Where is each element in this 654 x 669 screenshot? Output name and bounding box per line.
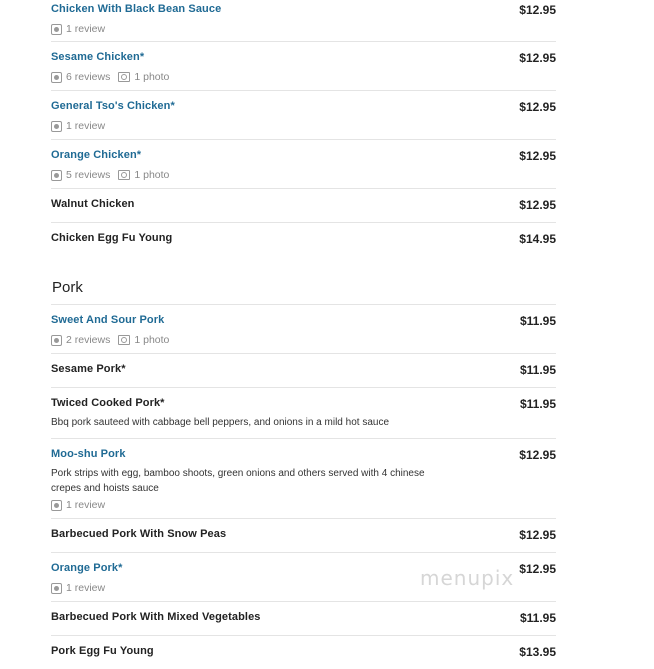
menu-item-name[interactable]: Sesame Chicken* xyxy=(51,51,145,63)
section-pork xyxy=(51,271,556,669)
menu-item-name[interactable]: Chicken With Black Bean Sauce xyxy=(51,3,222,15)
reviews-count: 1 review xyxy=(66,582,106,594)
menu-item-price: $12.95 xyxy=(519,562,556,576)
menu-item-name[interactable]: Orange Pork* xyxy=(51,562,123,574)
menu-item-name: Barbecued Pork With Mixed Vegetables xyxy=(51,611,261,623)
menu-item-meta xyxy=(51,499,556,511)
menu-item-price: $12.95 xyxy=(519,100,556,114)
camera-icon xyxy=(118,72,130,82)
menu-item-meta xyxy=(51,120,556,132)
menu-item xyxy=(51,140,556,189)
menu-item-description: Pork strips with egg, bamboo shoots, green onions and others served with 4 chinese crepes and hoists sauce xyxy=(51,468,425,494)
review-icon xyxy=(51,72,62,83)
menu-item-name: Chicken Egg Fu Young xyxy=(51,232,173,244)
menu-item-price: $12.95 xyxy=(519,3,556,17)
menu-item-price: $11.95 xyxy=(519,611,556,625)
reviews-link[interactable] xyxy=(51,71,110,83)
menu-item-price: $12.95 xyxy=(519,149,556,163)
menu-item xyxy=(51,388,556,439)
menu-item xyxy=(51,439,556,519)
menu-item xyxy=(51,602,556,636)
menu-item-price: $11.95 xyxy=(519,363,556,377)
review-icon xyxy=(51,583,62,594)
menu-item-name: Twiced Cooked Pork* xyxy=(51,397,165,409)
reviews-count: 1 review xyxy=(66,23,106,35)
menu-item-meta xyxy=(51,169,556,181)
menu-item-price: $12.95 xyxy=(519,448,556,462)
review-icon xyxy=(51,121,62,132)
reviews-link[interactable] xyxy=(51,499,105,511)
menu-item-name: Barbecued Pork With Snow Peas xyxy=(51,528,227,540)
menu-item xyxy=(51,91,556,140)
reviews-count: 1 review xyxy=(66,499,106,511)
menu-item xyxy=(51,0,556,42)
menu-item-price: $12.95 xyxy=(519,528,556,542)
reviews-link[interactable] xyxy=(51,23,105,35)
menu-item-name[interactable]: Orange Chicken* xyxy=(51,149,142,161)
menu-item-meta xyxy=(51,71,556,83)
watermark-logo: menupix xyxy=(420,566,515,590)
menu-item-price: $12.95 xyxy=(519,51,556,65)
menu-item-meta xyxy=(51,334,556,346)
menu-item xyxy=(51,519,556,553)
menu-item-name: Walnut Chicken xyxy=(51,198,135,210)
menu-item xyxy=(51,42,556,91)
menu-item xyxy=(51,223,556,271)
reviews-link[interactable] xyxy=(51,334,110,346)
photos-link[interactable] xyxy=(118,169,169,181)
reviews-count: 6 reviews xyxy=(66,71,111,83)
review-icon xyxy=(51,335,62,346)
reviews-link[interactable] xyxy=(51,169,110,181)
section-title: Pork xyxy=(51,271,556,305)
menu-item-price: $14.95 xyxy=(519,232,556,246)
reviews-count: 1 review xyxy=(66,120,106,132)
menu-item-name: Pork Egg Fu Young xyxy=(51,645,154,657)
menu-item-name[interactable]: Sweet And Sour Pork xyxy=(51,314,165,326)
menu-item-name[interactable]: General Tso's Chicken* xyxy=(51,100,175,112)
photos-link[interactable] xyxy=(118,334,169,346)
menu-item-price: $13.95 xyxy=(519,645,556,659)
photos-count: 1 photo xyxy=(134,169,170,181)
menu-item-name[interactable]: Moo-shu Pork xyxy=(51,448,126,460)
camera-icon xyxy=(118,335,130,345)
menu-item xyxy=(51,354,556,388)
reviews-link[interactable] xyxy=(51,120,105,132)
reviews-link[interactable] xyxy=(51,582,105,594)
menu-item-price: $11.95 xyxy=(519,314,556,328)
review-icon xyxy=(51,500,62,511)
review-icon xyxy=(51,170,62,181)
section-chicken xyxy=(51,0,556,271)
menu-item-description: Bbq pork sauteed with cabbage bell peppers, and onions in a mild hot sauce xyxy=(51,417,390,428)
review-icon xyxy=(51,24,62,35)
menu-item-price: $11.95 xyxy=(519,397,556,411)
photos-count: 1 photo xyxy=(134,71,170,83)
reviews-count: 2 reviews xyxy=(66,334,111,346)
photos-link[interactable] xyxy=(118,71,169,83)
menu-item xyxy=(51,636,556,669)
menu-item-price: $12.95 xyxy=(519,198,556,212)
camera-icon xyxy=(118,170,130,180)
reviews-count: 5 reviews xyxy=(66,169,111,181)
menu-item xyxy=(51,305,556,354)
menu-item-name: Sesame Pork* xyxy=(51,363,126,375)
photos-count: 1 photo xyxy=(134,334,170,346)
menu-item xyxy=(51,189,556,223)
menu-item-meta xyxy=(51,23,556,35)
